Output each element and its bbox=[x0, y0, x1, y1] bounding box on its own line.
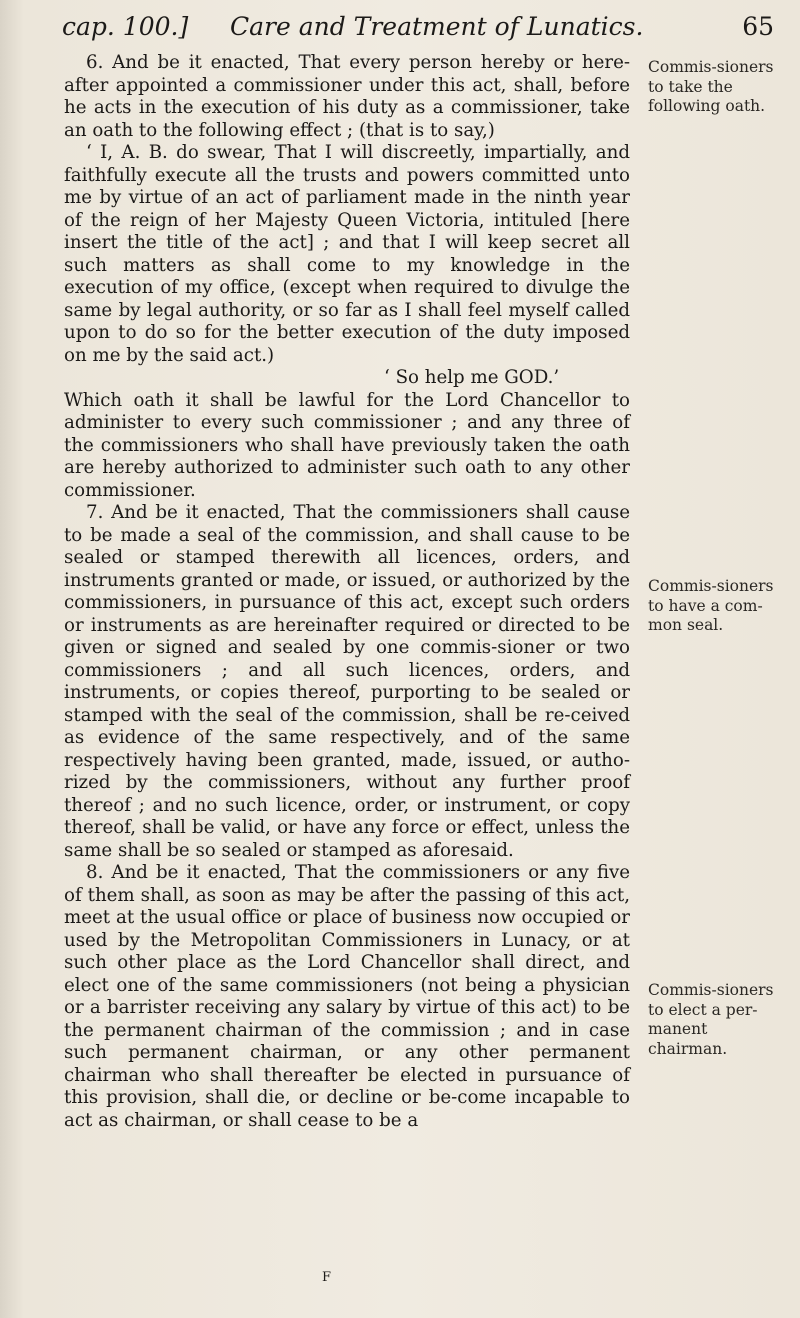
oath-text: ‘ I, A. B. do swear, That I will discreetly, impartially, and faithfully execute all the trusts and powers committed unto me by virtue of an act of parliament made in the ninth year of the reign of her Majesty Queen Victoria, intituled [here insert the title of the act] ; and that I will keep secret all such matters as shall come to my knowledge in the execution of my office, (except when required to divulge the same by legal authority, or so far as I shall feel myself called upon to do so for the better execution of the duty imposed on me by the said act.) bbox=[64, 142, 630, 366]
page-title: Care and Treatment of Lunatics. bbox=[230, 12, 644, 41]
section-7-paragraph: 7. And be it enacted, That the commissioners shall cause to be made a seal of the commission, and shall cause to be sealed or stamped therewith all licences, orders, and instruments granted or made, or issued, or authorized by the commissioners, in pursuance of this act, except such orders or instruments as are hereinafter required or directed to be given or signed and sealed by one commis-sioner or two commissioners ; and all such licences, orders, and instruments, or copies thereof, purporting to be sealed or stamped with the seal of the commission, shall be re-ceived as evidence of the same respectively, and of the same respectively having been granted, made, issued, or autho-rized by the commissioners, without any further proof thereof ; and no such licence, order, or instrument, or copy thereof, shall be valid, or have any force or effect, unless the same shall be so sealed or stamped as aforesaid. bbox=[64, 502, 630, 861]
body-text bbox=[64, 52, 630, 1132]
page-number: 65 bbox=[742, 12, 774, 41]
chapter-reference: cap. 100.] bbox=[62, 12, 189, 41]
signature-mark: F bbox=[322, 1270, 333, 1285]
sidenote-oath: Commis-sioners to take the following oath. bbox=[648, 58, 774, 115]
section-8-paragraph: 8. And be it enacted, That the commissioners or any five of them shall, as soon as may be after the passing of this act, meet at the usual office or place of business now occupied or used by the Metropolitan Commissioners in Lunacy, or at such other place as the Lord Chancellor shall direct, and elect one of the same commissioners (not being a physician or a barrister receiving any salary by virtue of this act) to be the permanent chairman of the commission ; and in case such permanent chairman, or any other permanent chairman who shall thereafter be elected in pursuance of this provision, shall die, or decline or be-come incapable to act as chairman, or shall cease to be a bbox=[64, 862, 630, 1131]
oath-administration-paragraph: Which oath it shall be lawful for the Lord Chancellor to administer to every such commissioner ; and any three of the commissioners who shall have previously taken the oath are hereby authorized to administer such oath to any other commissioner. bbox=[64, 389, 630, 501]
running-head bbox=[62, 12, 774, 46]
section-6-paragraph: 6. And be it enacted, That every person hereby or here-after appointed a commissioner under this act, shall, before he acts in the execution of his duty as a commissioner, take an oath to the following effect ; (that is to say,) bbox=[64, 52, 630, 141]
oath-closing: ‘ So help me GOD.’ bbox=[384, 367, 560, 388]
sidenote-seal: Commis-sioners to have a com-mon seal. bbox=[648, 577, 774, 634]
sidenote-chairman: Commis-sioners to elect a per-manent chairman. bbox=[648, 981, 774, 1058]
